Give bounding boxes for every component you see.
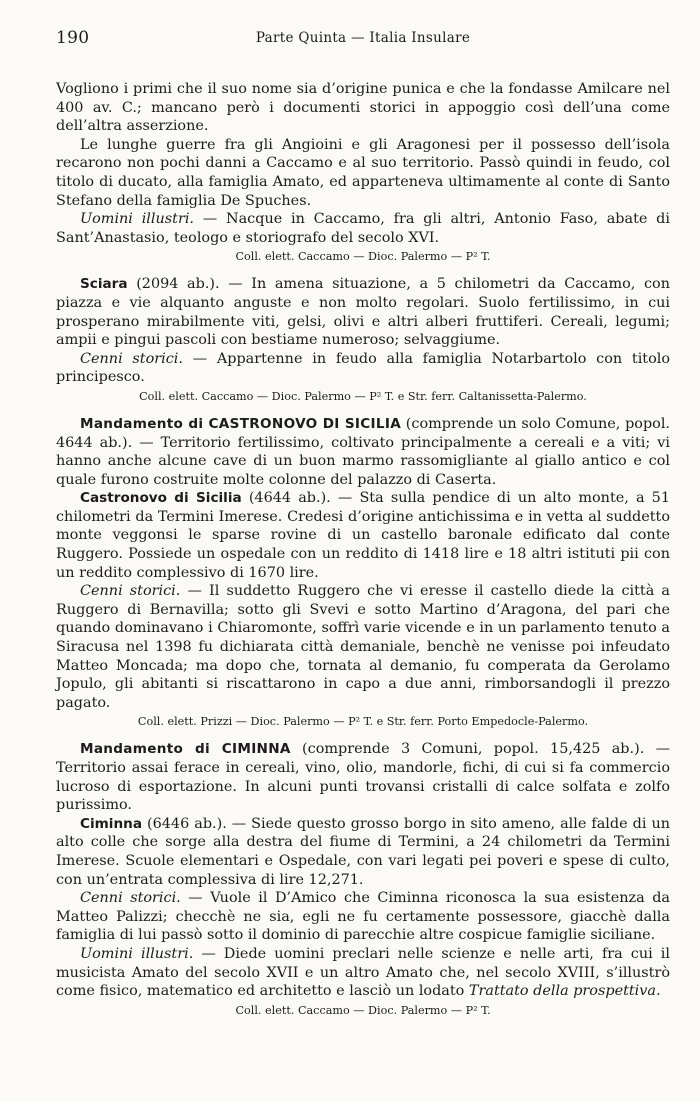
entry-title: Ciminna <box>80 815 142 832</box>
district-text: (comprende un solo Comune, popol. 4644 ab.). — Territorio fertilissimo, coltivato principalmente a cereali e a viti; vi hanno anche alcune cave di un buon marmo rassomigliante al giallo antico e col quale furono costruite molte colonne del palazzo di Caserta. <box>56 415 670 488</box>
page-body <box>56 80 670 1019</box>
district-title: Mandamento di CIMINNA <box>80 741 291 758</box>
entry-castronovo <box>56 489 670 582</box>
electoral-note: Coll. elett. Caccamo — Dioc. Palermo — P² T. <box>235 250 491 264</box>
section-label: Uomini illustri. <box>80 945 194 962</box>
entry-ciminna <box>56 815 670 889</box>
entry-text: (6446 ab.). — Siede questo grosso borgo in sito ameno, alle falde di un alto colle che sorge alla destra del fiume di Termini, a 24 chilometri da Termini Imerese. Scuole elementari e Ospedale, con vari legati pei poveri e spese di culto, con un’entrata complessiva di lire 12,271. <box>56 815 670 888</box>
paragraph-text: — Il suddetto Ruggero che vi eresse il castello diede la città a Ruggero di Bernavilla; sotto gli Svevi e sotto Martino d’Aragona, del pari che quando dominavano i Chiaromonte, soffrì varie vicende e in un parlamento tenuto a Siracusa nel 1398 fu dichiarata città demaniale, benchè ne venisse poi infeudato Matteo Moncada; ma dopo che, tornata al demanio, fu comperata da Gerolamo Jopulo, gli abitanti si riscattarono in capo a due anni, rimborsandogli il prezzo pagato. <box>56 583 670 711</box>
paragraph-text: — Nacque in Caccamo, fra gli altri, Antonio Faso, abate di Sant’Anastasio, teologo e storiografo del secolo XVI. <box>56 211 670 246</box>
work-title: Trattato della prospettiva. <box>468 983 661 1000</box>
entry-text: (4644 ab.). — Sta sulla pendice di un alto monte, a 51 chilometri da Termini Imerese. Credesi d’origine antichissima e in vetta al suddetto monte veggonsi le sparse rovine di un castello baronale edificato dal conte Ruggero. Possiede un ospedale con un reddito di 1418 lire e 18 altri istituti pii con un reddito complessivo di 1670 lire. <box>56 490 670 581</box>
district-castronovo <box>56 415 670 489</box>
electoral-note: Coll. elett. Prizzi — Dioc. Palermo — P² T. e Str. ferr. Porto Empedocle-Palermo. <box>137 715 589 729</box>
paragraph-castronovo-history <box>56 582 670 712</box>
entry-sciara <box>56 275 670 349</box>
section-label: Cenni storici. <box>80 583 181 600</box>
entry-text: (2094 ab.). — In amena situazione, a 5 chilometri da Caccamo, con piazza e vie alquanto anguste e non molto regolari. Suolo fertilissimo, in cui prosperano mirabilmente viti, gelsi, olivi e altri alberi fruttiferi. Cereali, legumi; ampii e pingui pascoli con bestiame numeroso; selvaggiume. <box>56 276 670 349</box>
paragraph-text: — Vuole il D’Amico che Ciminna riconosca la sua esistenza da Matteo Palizzi; checchè ne sia, egli ne fu certamente possessore, giacchè dalla famiglia di lui passò sotto il dominio di parecchie altre cospicue famiglie siciliane. <box>56 890 670 944</box>
running-head: Parte Quinta — Italia Insulare <box>255 30 471 46</box>
entry-title: Castronovo di Sicilia <box>80 490 242 507</box>
page-number: 190 <box>56 28 90 48</box>
electoral-note: Coll. elett. Caccamo — Dioc. Palermo — P² T. e Str. ferr. Caltanissetta-Palermo. <box>139 389 587 403</box>
district-text: (comprende 3 Comuni, popol. 15,425 ab.). — Territorio assai ferace in cereali, vino, olio, mandorle, fichi, di cui si fa commercio lucroso di esportazione. In alcuni punti trovansi cristalli di calce solfata e zolfo purissimo. <box>56 741 670 814</box>
paragraph-ciminna-history <box>56 889 670 945</box>
section-label: Cenni storici. <box>80 350 183 367</box>
district-title: Mandamento di CASTRONOVO DI SICILIA <box>80 415 402 432</box>
page-header <box>56 28 670 50</box>
district-ciminna <box>56 740 670 814</box>
paragraph-text: — Diede uomini preclari nelle scienze e nelle arti, fra cui il musicista Amato del secolo XVII e un altro Amato che, nel secolo XVIII, s’illustrò come fisico, matematico ed architetto e lasciò un lodato <box>56 945 670 1000</box>
paragraph-origin: Vogliono i primi che il suo nome sia d’origine punica e che la fondasse Amilcare nel 400 av. C.; mancano però i documenti storici in appoggio così dell’una come dell’altra asserzione. <box>56 81 670 135</box>
paragraph-text: — Appartenne in feudo alla famiglia Notarbartolo con titolo principesco. <box>56 350 671 386</box>
entry-title: Sciara <box>80 276 128 293</box>
paragraph-sciara-history <box>56 350 670 387</box>
paragraph-notable-people <box>56 210 670 247</box>
electoral-note: Coll. elett. Caccamo — Dioc. Palermo — P² T. <box>235 1003 491 1017</box>
section-label: Uomini illustri. <box>80 211 195 228</box>
section-label: Cenni storici. <box>80 890 181 907</box>
paragraph-ciminna-notable-people <box>56 945 670 1001</box>
paragraph-history: Le lunghe guerre fra gli Angioini e gli Aragonesi per il possesso dell’isola recarono non pochi danni a Caccamo e al suo territorio. Passò quindi in feudo, col titolo di ducato, alla famiglia Amato, ed apparteneva ultimamente al conte di Santo Stefano della famiglia De Spuches. <box>56 136 670 209</box>
